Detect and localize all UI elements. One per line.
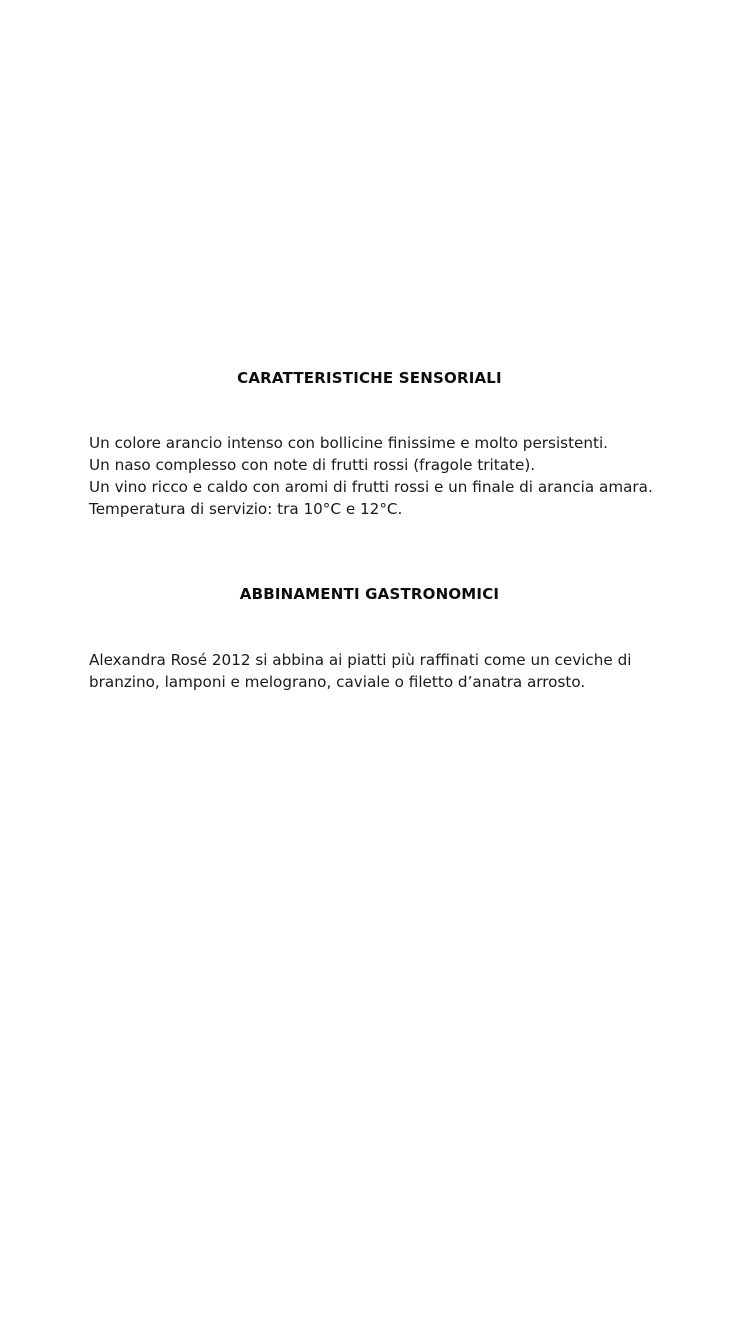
- pairings-line-1: Alexandra Rosé 2012 si abbina ai piatti più raffinati come un ceviche di: [89, 651, 632, 669]
- sensory-line-serving-temperature: Temperatura di servizio: tra 10°C e 12°C.: [89, 500, 403, 518]
- pairings-line-2: branzino, lamponi e melograno, caviale o filetto d’anatra arrosto.: [89, 673, 586, 691]
- sensory-line-color: Un colore arancio intenso con bollicine finissime e molto persistenti.: [89, 434, 609, 452]
- sensory-characteristics-heading: CARATTERISTICHE SENSORIALI: [237, 369, 502, 387]
- sensory-line-nose: Un naso complesso con note di frutti rossi (fragole tritate).: [89, 456, 536, 474]
- food-pairings-heading: ABBINAMENTI GASTRONOMICI: [239, 585, 500, 603]
- sensory-description: [89, 432, 689, 520]
- sensory-line-palate: Un vino ricco e caldo con aromi di frutti rossi e un finale di arancia amara.: [89, 478, 653, 496]
- food-pairings-description: [89, 649, 689, 693]
